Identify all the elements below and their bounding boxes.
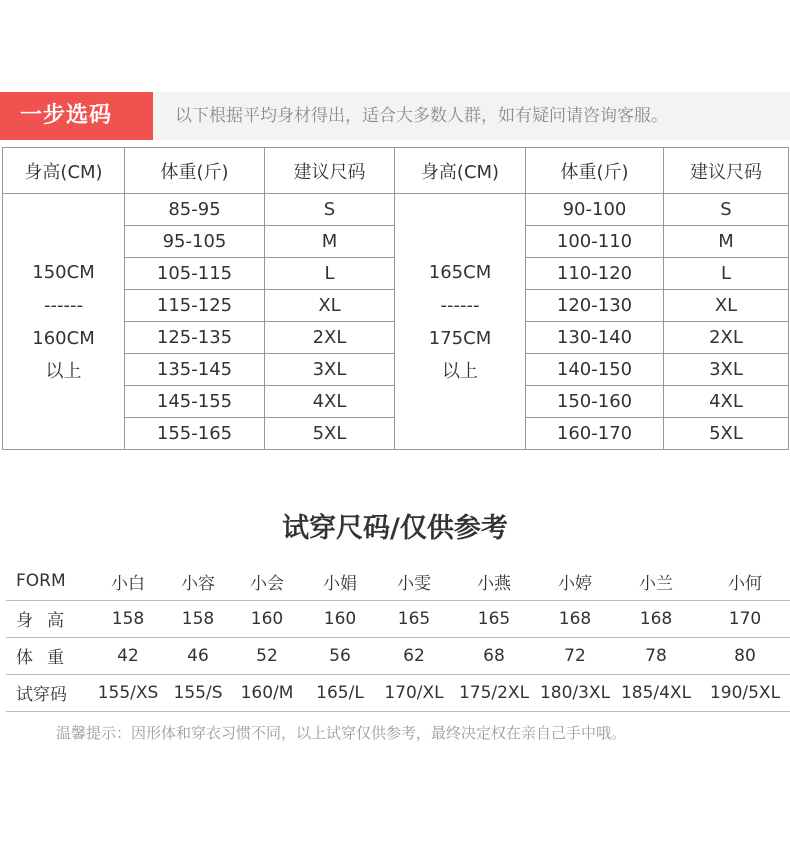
weight-cell: 120-130 <box>526 290 664 322</box>
tryon-row-weights <box>6 637 790 674</box>
weight-cell: 90-100 <box>526 194 664 226</box>
header-size-left: 建议尺码 <box>265 148 395 194</box>
tryon-cell: 160 <box>232 600 302 637</box>
tryon-cell: 158 <box>164 600 232 637</box>
size-cell: 3XL <box>664 354 789 386</box>
tryon-row-label: FORM <box>6 563 92 600</box>
header-size-right: 建议尺码 <box>664 148 789 194</box>
size-cell: XL <box>664 290 789 322</box>
weight-cell: 135-145 <box>125 354 265 386</box>
size-table <box>2 147 789 450</box>
tryon-row-label: 体重 <box>6 637 92 674</box>
tryon-cell: 155/S <box>164 674 232 711</box>
height-range-line: 以上 <box>45 360 82 382</box>
size-cell: 2XL <box>664 322 789 354</box>
size-cell: M <box>664 226 789 258</box>
height-range-line: ------ <box>440 294 480 316</box>
weight-cell: 130-140 <box>526 322 664 354</box>
tryon-cell: 小娟 <box>302 563 378 600</box>
header-weight-left: 体重(斤) <box>125 148 265 194</box>
tryon-cell: 小兰 <box>612 563 700 600</box>
weight-cell: 160-170 <box>526 418 664 450</box>
banner-description: 以下根据平均身材得出，适合大多数人群，如有疑问请咨询客服。 <box>175 106 668 126</box>
tryon-cell: 72 <box>538 637 612 674</box>
tryon-cell: 56 <box>302 637 378 674</box>
weight-cell: 85-95 <box>125 194 265 226</box>
height-range-line: 160CM <box>32 327 95 349</box>
weight-cell: 150-160 <box>526 386 664 418</box>
tryon-cell: 小婷 <box>538 563 612 600</box>
weight-cell: 100-110 <box>526 226 664 258</box>
tryon-cell: 165 <box>378 600 450 637</box>
size-cell: 2XL <box>265 322 395 354</box>
weight-cell: 145-155 <box>125 386 265 418</box>
weight-cell: 140-150 <box>526 354 664 386</box>
tryon-cell: 52 <box>232 637 302 674</box>
header-height-left: 身高(CM) <box>3 148 125 194</box>
header-banner <box>0 92 790 140</box>
tryon-cell: 小会 <box>232 563 302 600</box>
weight-cell: 95-105 <box>125 226 265 258</box>
height-range-left <box>3 194 125 450</box>
tryon-cell: 小燕 <box>450 563 538 600</box>
weight-cell: 105-115 <box>125 258 265 290</box>
tryon-cell: 160/M <box>232 674 302 711</box>
height-range-line: 165CM <box>428 261 492 283</box>
height-range-line: ------ <box>44 294 83 316</box>
tryon-cell: 180/3XL <box>538 674 612 711</box>
size-cell: M <box>265 226 395 258</box>
size-cell: 4XL <box>265 386 395 418</box>
weight-cell: 155-165 <box>125 418 265 450</box>
tryon-cell: 42 <box>92 637 164 674</box>
tryon-row-label: 身高 <box>6 600 92 637</box>
tryon-cell: 170 <box>700 600 790 637</box>
height-range-line: 175CM <box>428 327 492 349</box>
tryon-cell: 46 <box>164 637 232 674</box>
size-cell: 3XL <box>265 354 395 386</box>
size-cell: 5XL <box>664 418 789 450</box>
size-cell: XL <box>265 290 395 322</box>
tryon-cell: 168 <box>612 600 700 637</box>
tryon-cell: 165/L <box>302 674 378 711</box>
tryon-cell: 170/XL <box>378 674 450 711</box>
height-range-line: 以上 <box>442 360 478 382</box>
tryon-cell: 165 <box>450 600 538 637</box>
tryon-cell: 小何 <box>700 563 790 600</box>
header-height-right: 身高(CM) <box>395 148 526 194</box>
tryon-table <box>6 563 790 712</box>
height-range-line: 150CM <box>32 261 95 283</box>
height-range-right <box>395 194 526 450</box>
tryon-note: 温馨提示：因形体和穿衣习惯不同，以上试穿仅供参考，最终决定权在亲自己手中哦。 <box>56 724 627 742</box>
tryon-cell: 小白 <box>92 563 164 600</box>
tryon-cell: 190/5XL <box>700 674 790 711</box>
tryon-cell: 168 <box>538 600 612 637</box>
weight-cell: 110-120 <box>526 258 664 290</box>
tryon-cell: 小雯 <box>378 563 450 600</box>
banner-tag: 一步选码 <box>0 92 153 140</box>
tryon-title: 试穿尺码/仅供参考 <box>282 513 508 544</box>
tryon-row-sizes <box>6 674 790 711</box>
weight-cell: 125-135 <box>125 322 265 354</box>
weight-cell: 115-125 <box>125 290 265 322</box>
size-cell: 5XL <box>265 418 395 450</box>
size-cell: L <box>265 258 395 290</box>
tryon-cell: 155/XS <box>92 674 164 711</box>
tryon-cell: 185/4XL <box>612 674 700 711</box>
tryon-cell: 160 <box>302 600 378 637</box>
tryon-cell: 158 <box>92 600 164 637</box>
size-cell: 4XL <box>664 386 789 418</box>
size-cell: S <box>265 194 395 226</box>
tryon-cell: 小容 <box>164 563 232 600</box>
tryon-row-heights <box>6 600 790 637</box>
tryon-cell: 78 <box>612 637 700 674</box>
table-row <box>3 194 789 226</box>
tryon-cell: 80 <box>700 637 790 674</box>
size-cell: S <box>664 194 789 226</box>
tryon-cell: 175/2XL <box>450 674 538 711</box>
tryon-row-label: 试穿码 <box>6 674 92 711</box>
header-weight-right: 体重(斤) <box>526 148 664 194</box>
size-cell: L <box>664 258 789 290</box>
tryon-cell: 62 <box>378 637 450 674</box>
tryon-row-names <box>6 563 790 600</box>
size-table-header-row <box>3 148 789 194</box>
tryon-cell: 68 <box>450 637 538 674</box>
